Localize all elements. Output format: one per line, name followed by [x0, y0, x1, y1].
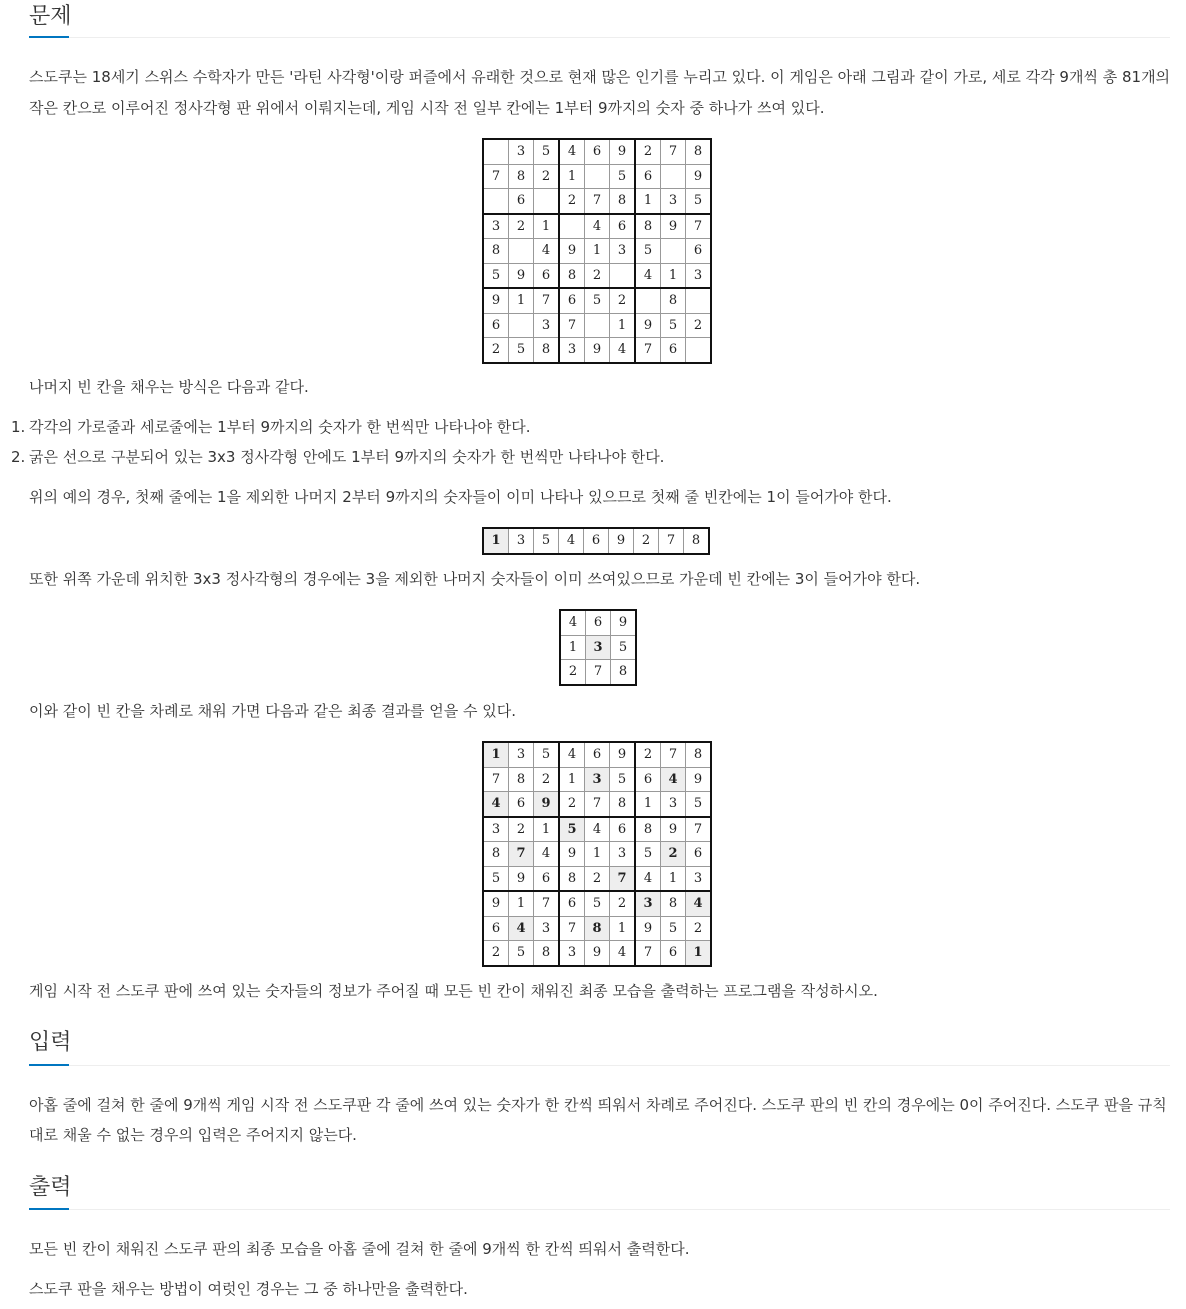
final-result-text: 이와 같이 빈 칸을 차례로 채워 가면 다음과 같은 최종 결과를 얻을 수 있다.	[29, 702, 516, 720]
grid-cell: 5	[686, 792, 712, 817]
grid-cell	[661, 164, 686, 189]
grid-cell: 9	[559, 842, 585, 867]
section-underline-accent	[29, 36, 69, 38]
grid-cell: 6	[584, 528, 609, 554]
grid-row	[483, 817, 711, 842]
grid-cell: 7	[534, 288, 560, 313]
grid-cell	[483, 189, 509, 214]
grid-cell	[585, 313, 610, 338]
grid-cell: 1	[635, 792, 661, 817]
grid-cell: 6	[509, 189, 534, 214]
grid-cell: 3	[585, 767, 610, 792]
grid-cell: 9	[686, 164, 712, 189]
grid-cell: 5	[661, 313, 686, 338]
grid-cell	[610, 263, 636, 288]
grid-cell: 2	[686, 313, 712, 338]
grid-cell: 9	[585, 941, 610, 966]
grid-cell: 8	[635, 817, 661, 842]
grid-cell: 9	[509, 263, 534, 288]
grid-cell	[686, 288, 712, 313]
grid-cell: 7	[686, 214, 712, 239]
grid-cell: 8	[610, 189, 636, 214]
grid-cell: 6	[483, 313, 509, 338]
grid-cell: 3	[559, 338, 585, 363]
grid-cell: 6	[610, 214, 636, 239]
grid-cell: 7	[509, 842, 534, 867]
grid-cell: 2	[610, 288, 636, 313]
grid-cell: 4	[661, 767, 686, 792]
grid-cell	[559, 214, 585, 239]
grid-cell	[635, 288, 661, 313]
grid-cell: 1	[661, 263, 686, 288]
grid-cell: 6	[534, 263, 560, 288]
grid-cell: 3	[661, 792, 686, 817]
grid-cell	[661, 239, 686, 264]
grid-cell: 2	[585, 263, 610, 288]
grid-cell: 6	[534, 866, 560, 891]
grid-row	[483, 313, 711, 338]
rule-number: 1.	[11, 418, 26, 436]
grid-cell: 5	[483, 866, 509, 891]
grid-cell: 8	[534, 338, 560, 363]
grid-cell: 3	[610, 239, 636, 264]
grid-cell: 3	[483, 817, 509, 842]
grid-cell: 8	[483, 842, 509, 867]
grid-cell: 6	[509, 792, 534, 817]
grid-cell: 4	[559, 742, 585, 767]
input-line1: 아홉 줄에 걸쳐 한 줄에 9개씩 게임 시작 전 스도쿠판 각 줄에 쓰여 있는 숫자가 한 칸씩 띄워서 차례로 주어진다. 스도쿠 판의 빈 칸의 경우에는 0이 주어진다. 스도쿠 판을 규칙	[29, 1096, 1167, 1114]
grid-cell: 2	[483, 338, 509, 363]
grid-cell: 3	[559, 941, 585, 966]
grid-cell: 3	[509, 139, 534, 164]
grid-cell: 7	[585, 792, 610, 817]
grid-cell: 2	[559, 792, 585, 817]
grid-cell: 8	[585, 916, 610, 941]
grid-cell	[686, 338, 712, 363]
section-divider	[29, 1065, 1170, 1066]
grid-cell: 6	[686, 239, 712, 264]
grid-cell: 2	[509, 214, 534, 239]
grid-cell: 4	[534, 842, 560, 867]
grid-cell: 1	[635, 189, 661, 214]
grid-cell: 5	[585, 891, 610, 916]
problem-intro-line2: 작은 칸으로 이루어진 정사각형 판 위에서 이뤄지는데, 게임 시작 전 일부 칸에는 1부터 9까지의 숫자 중 하나가 쓰여 있다.	[29, 99, 825, 117]
grid-cell: 2	[635, 139, 661, 164]
grid-cell: 7	[686, 817, 712, 842]
grid-cell: 4	[483, 792, 509, 817]
grid-cell: 7	[635, 941, 661, 966]
section-divider	[29, 1209, 1170, 1210]
grid-cell: 5	[611, 635, 637, 660]
input-line2: 대로 채울 수 없는 경우의 입력은 주어지지 않는다.	[29, 1126, 357, 1144]
grid-cell: 1	[661, 866, 686, 891]
grid-cell: 5	[559, 817, 585, 842]
grid-cell: 2	[635, 742, 661, 767]
rule-text: 각각의 가로줄과 세로줄에는 1부터 9까지의 숫자가 한 번씩만 나타나야 한다.	[29, 418, 531, 436]
grid-cell: 8	[509, 767, 534, 792]
grid-cell: 3	[635, 891, 661, 916]
grid-cell: 8	[635, 214, 661, 239]
grid-cell: 1	[534, 214, 560, 239]
grid-row	[560, 660, 636, 685]
grid-cell: 2	[560, 660, 586, 685]
task-text: 게임 시작 전 스도쿠 판에 쓰여 있는 숫자들의 정보가 주어질 때 모든 빈 칸이 채워진 최종 모습을 출력하는 프로그램을 작성하시오.	[29, 982, 878, 1000]
grid-cell: 4	[509, 916, 534, 941]
grid-row	[483, 866, 711, 891]
grid-cell: 8	[661, 288, 686, 313]
grid-row	[560, 610, 636, 635]
grid-cell: 4	[686, 891, 712, 916]
grid-cell: 6	[585, 742, 610, 767]
grid-cell: 1	[585, 239, 610, 264]
output-line2: 스도쿠 판을 채우는 방법이 여럿인 경우는 그 중 하나만을 출력한다.	[29, 1280, 468, 1298]
grid-cell: 7	[659, 528, 684, 554]
rules-intro: 나머지 빈 칸을 채우는 방식은 다음과 같다.	[29, 378, 309, 396]
grid-cell: 4	[559, 528, 584, 554]
grid-cell: 9	[483, 288, 509, 313]
rule-number: 2.	[11, 448, 26, 466]
grid-cell: 9	[635, 313, 661, 338]
grid-cell: 2	[534, 164, 560, 189]
grid-cell: 5	[483, 263, 509, 288]
grid-cell: 3	[509, 528, 534, 554]
grid-cell: 4	[560, 610, 586, 635]
grid-cell: 3	[509, 742, 534, 767]
grid-row	[483, 916, 711, 941]
grid-cell: 8	[559, 263, 585, 288]
grid-row	[560, 635, 636, 660]
grid-cell: 9	[609, 528, 634, 554]
grid-cell: 9	[509, 866, 534, 891]
grid-row	[483, 338, 711, 363]
grid-cell: 1	[559, 164, 585, 189]
grid-cell: 9	[661, 214, 686, 239]
section-title-problem: 문제	[29, 4, 72, 29]
grid-cell: 9	[661, 817, 686, 842]
grid-cell: 7	[483, 164, 509, 189]
grid-cell: 6	[559, 891, 585, 916]
grid-cell: 8	[610, 792, 636, 817]
grid-cell: 2	[534, 767, 560, 792]
grid-cell: 1	[559, 767, 585, 792]
grid-row	[483, 842, 711, 867]
grid-cell: 9	[635, 916, 661, 941]
grid-cell	[483, 139, 509, 164]
grid-cell: 2	[661, 842, 686, 867]
grid-cell: 3	[483, 214, 509, 239]
grid-cell: 7	[586, 660, 611, 685]
puzzle-grid	[482, 138, 712, 364]
grid-cell: 2	[509, 817, 534, 842]
example-box-explanation: 또한 위쪽 가운데 위치한 3x3 정사각형의 경우에는 3을 제외한 나머지 숫자들이 이미 쓰여있으므로 가운데 빈 칸에는 3이 들어가야 한다.	[29, 570, 921, 588]
grid-cell: 8	[611, 660, 637, 685]
grid-cell: 6	[635, 164, 661, 189]
grid-cell: 4	[610, 941, 636, 966]
output-line1: 모든 빈 칸이 채워진 스도쿠 판의 최종 모습을 아홉 줄에 걸쳐 한 줄에 9개씩 한 칸씩 띄워서 출력한다.	[29, 1240, 690, 1258]
grid-cell: 1	[509, 891, 534, 916]
grid-cell: 2	[559, 189, 585, 214]
grid-cell: 7	[661, 139, 686, 164]
grid-cell: 5	[509, 338, 534, 363]
grid-cell: 7	[559, 313, 585, 338]
grid-cell: 4	[635, 866, 661, 891]
grid-cell: 7	[534, 891, 560, 916]
grid-cell: 5	[635, 842, 661, 867]
grid-cell: 6	[586, 610, 611, 635]
grid-cell: 6	[610, 817, 636, 842]
rule-text: 굵은 선으로 구분되어 있는 3x3 정사각형 안에도 1부터 9까지의 숫자가 한 번씩만 나타나야 한다.	[29, 448, 665, 466]
grid-cell	[509, 239, 534, 264]
grid-cell: 5	[534, 139, 560, 164]
grid-cell: 8	[559, 866, 585, 891]
example-row-grid	[482, 527, 710, 555]
grid-cell	[534, 189, 560, 214]
grid-cell: 9	[585, 338, 610, 363]
grid-cell: 3	[586, 635, 611, 660]
grid-cell: 1	[610, 313, 636, 338]
grid-cell: 8	[684, 528, 710, 554]
section-divider	[29, 37, 1170, 38]
grid-cell: 8	[509, 164, 534, 189]
grid-cell: 9	[483, 891, 509, 916]
grid-cell: 5	[661, 916, 686, 941]
grid-cell: 5	[585, 288, 610, 313]
grid-row	[483, 891, 711, 916]
grid-cell: 5	[509, 941, 534, 966]
grid-cell: 3	[610, 842, 636, 867]
example-row-explanation: 위의 예의 경우, 첫째 줄에는 1을 제외한 나머지 2부터 9까지의 숫자들이 이미 나타나 있으므로 첫째 줄 빈칸에는 1이 들어가야 한다.	[29, 488, 892, 506]
grid-cell: 4	[585, 214, 610, 239]
grid-cell: 2	[610, 891, 636, 916]
grid-row	[483, 767, 711, 792]
grid-cell: 1	[483, 742, 509, 767]
grid-cell: 6	[686, 842, 712, 867]
grid-cell: 6	[559, 288, 585, 313]
grid-cell	[509, 313, 534, 338]
grid-cell: 9	[686, 767, 712, 792]
grid-cell: 8	[534, 941, 560, 966]
grid-cell: 6	[661, 338, 686, 363]
grid-cell: 9	[534, 792, 560, 817]
grid-cell: 1	[585, 842, 610, 867]
example-box-grid	[559, 609, 637, 686]
grid-cell: 8	[661, 891, 686, 916]
grid-cell: 3	[686, 263, 712, 288]
grid-cell: 1	[534, 817, 560, 842]
grid-cell: 5	[534, 528, 559, 554]
grid-row	[483, 189, 711, 214]
grid-cell: 9	[559, 239, 585, 264]
grid-cell: 3	[534, 313, 560, 338]
grid-cell: 1	[509, 288, 534, 313]
section-underline-accent	[29, 1208, 69, 1210]
grid-cell: 2	[686, 916, 712, 941]
grid-cell: 4	[610, 338, 636, 363]
grid-row	[483, 742, 711, 767]
grid-cell: 1	[686, 941, 712, 966]
grid-cell: 1	[483, 528, 509, 554]
section-underline-accent	[29, 1064, 69, 1066]
grid-cell: 8	[686, 742, 712, 767]
grid-row	[483, 164, 711, 189]
grid-row	[483, 288, 711, 313]
grid-cell: 2	[585, 866, 610, 891]
grid-cell: 8	[686, 139, 712, 164]
grid-cell: 4	[534, 239, 560, 264]
grid-row	[483, 792, 711, 817]
grid-cell: 7	[559, 916, 585, 941]
grid-cell: 7	[610, 866, 636, 891]
grid-cell: 7	[585, 189, 610, 214]
grid-cell: 4	[585, 817, 610, 842]
grid-cell: 8	[483, 239, 509, 264]
grid-cell: 7	[661, 742, 686, 767]
grid-cell: 4	[635, 263, 661, 288]
grid-cell: 6	[585, 139, 610, 164]
grid-row	[483, 139, 711, 164]
grid-cell: 7	[483, 767, 509, 792]
grid-cell	[585, 164, 610, 189]
grid-cell: 9	[611, 610, 637, 635]
grid-cell: 5	[635, 239, 661, 264]
grid-cell: 5	[534, 742, 560, 767]
grid-cell: 9	[610, 742, 636, 767]
grid-cell: 9	[610, 139, 636, 164]
section-title-output: 출력	[29, 1175, 72, 1200]
grid-cell: 4	[559, 139, 585, 164]
problem-intro-line1: 스도쿠는 18세기 스위스 수학자가 만든 '라틴 사각형'이랑 퍼즐에서 유래한 것으로 현재 많은 인기를 누리고 있다. 이 게임은 아래 그림과 같이 가로, 세로 각각 9개씩 총 81개의	[29, 68, 1171, 86]
grid-row	[483, 263, 711, 288]
grid-cell: 2	[634, 528, 659, 554]
grid-cell: 1	[560, 635, 586, 660]
grid-row	[483, 239, 711, 264]
grid-row	[483, 528, 709, 554]
solution-grid	[482, 741, 712, 967]
grid-cell: 3	[534, 916, 560, 941]
grid-cell: 5	[686, 189, 712, 214]
grid-cell: 5	[610, 767, 636, 792]
grid-row	[483, 214, 711, 239]
grid-cell: 3	[686, 866, 712, 891]
grid-cell: 1	[610, 916, 636, 941]
grid-cell: 6	[483, 916, 509, 941]
grid-cell: 3	[661, 189, 686, 214]
grid-row	[483, 941, 711, 966]
grid-cell: 6	[661, 941, 686, 966]
grid-cell: 5	[610, 164, 636, 189]
grid-cell: 2	[483, 941, 509, 966]
grid-cell: 6	[635, 767, 661, 792]
section-title-input: 입력	[29, 1030, 72, 1055]
grid-cell: 7	[635, 338, 661, 363]
